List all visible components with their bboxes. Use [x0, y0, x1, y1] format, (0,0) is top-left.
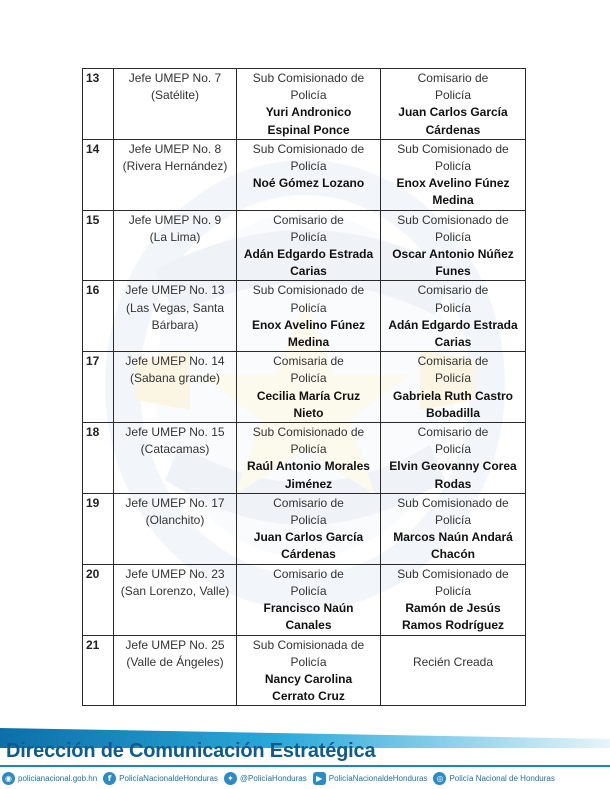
- footer-title: Dirección de Comunicación Estratégica: [6, 740, 376, 762]
- table-row: [83, 69, 526, 140]
- outgoing-officer-cell: [237, 352, 381, 423]
- officer-rank: Policía: [434, 300, 472, 315]
- globe-icon: ◉: [2, 772, 15, 785]
- officer-name: Nancy Carolina: [264, 671, 353, 686]
- social-link[interactable]: [103, 772, 218, 785]
- officer-name: Nieto: [293, 405, 324, 420]
- officer-name: Ramón de Jesús: [405, 601, 501, 616]
- social-links-bar: [2, 770, 608, 786]
- officer-name: Cárdenas: [281, 547, 336, 562]
- row-number: 18: [83, 423, 114, 494]
- position-line: (Las Vegas, Santa: [125, 300, 225, 315]
- officer-name: Bobadilla: [425, 405, 480, 420]
- social-link-text: Policía Nacional de Honduras: [449, 773, 555, 783]
- position-line: Jefe UMEP No. 23: [125, 566, 225, 581]
- officer-rank: Comisario de: [273, 566, 344, 581]
- footer: [0, 728, 610, 789]
- officer-rank: Comisario de: [417, 283, 489, 298]
- position-line: (Valle de Ángeles): [126, 654, 224, 669]
- incoming-officer-cell: [381, 210, 526, 281]
- officer-name: Gabriela Ruth Castro: [392, 388, 514, 403]
- officer-rank: Policía: [290, 513, 327, 528]
- outgoing-officer-cell: [237, 210, 381, 281]
- officer-name: Cecilia María Cruz: [256, 388, 361, 403]
- officer-rank: Sub Comisionado de: [252, 283, 365, 298]
- incoming-officer-cell: [381, 493, 526, 564]
- outgoing-officer-cell: [237, 564, 381, 635]
- row-number: 17: [83, 352, 114, 423]
- officer-name: Francisco Naún: [263, 601, 354, 616]
- incoming-officer-cell: [381, 139, 526, 210]
- twitter-icon: ✦: [224, 772, 237, 785]
- officer-name: Adán Edgardo Estrada: [388, 317, 518, 332]
- position-cell: [114, 69, 237, 140]
- incoming-officer-cell: [381, 423, 526, 494]
- officer-name: Adán Edgardo Estrada: [243, 247, 374, 262]
- position-line: Jefe UMEP No. 15: [125, 425, 225, 440]
- social-link[interactable]: [433, 772, 554, 785]
- instagram-icon: ◎: [433, 772, 446, 785]
- social-link-text: PolicíaNacionaldeHonduras: [328, 773, 428, 783]
- table-row: [83, 635, 526, 706]
- incoming-officer-cell: [381, 564, 526, 635]
- row-number: 21: [83, 635, 114, 706]
- officer-rank: Policía: [290, 442, 327, 457]
- officer-rank: Sub Comisionado de: [397, 212, 509, 227]
- officer-rank: Policía: [290, 88, 327, 103]
- social-link-text: policianacional.gob.hn: [18, 773, 98, 783]
- table-row: [83, 493, 526, 564]
- officer-rank: Policía: [434, 442, 472, 457]
- officer-name: Ramos Rodríguez: [401, 618, 504, 633]
- outgoing-officer-cell: [237, 139, 381, 210]
- officer-name: Elvin Geovanny Corea: [389, 459, 517, 474]
- officer-name: Espinal Ponce: [267, 122, 350, 137]
- row-number: 16: [83, 281, 114, 352]
- position-line: Jefe UMEP No. 13: [125, 283, 225, 298]
- officer-rank: Sub Comisionado de: [252, 71, 365, 85]
- officer-name: Medina: [432, 193, 474, 208]
- position-line: Jefe UMEP No. 7: [128, 71, 222, 85]
- officer-name: Medina: [287, 335, 330, 350]
- incoming-officer-cell: [381, 635, 526, 706]
- table-row: [83, 139, 526, 210]
- outgoing-officer-cell: [237, 281, 381, 352]
- footer-divider: [0, 765, 610, 767]
- officer-name: Carias: [434, 335, 472, 350]
- incoming-officer-cell: [381, 281, 526, 352]
- social-link[interactable]: [224, 772, 307, 785]
- officer-rank: Sub Comisionado de: [397, 495, 509, 510]
- social-link-text: @PolicíaHonduras: [239, 773, 307, 783]
- outgoing-officer-cell: [237, 69, 381, 140]
- officer-rank: Comisario de: [273, 495, 344, 510]
- row-number: 13: [83, 69, 114, 140]
- position-cell: [114, 281, 237, 352]
- officer-name: Cárdenas: [425, 122, 481, 137]
- officer-rank: Policía: [434, 88, 472, 103]
- status-note: Recién Creada: [412, 654, 494, 669]
- position-cell: [114, 493, 237, 564]
- officer-name: Juan Carlos García: [253, 530, 364, 545]
- position-line: (Catacamas): [140, 442, 210, 457]
- table-row: [83, 281, 526, 352]
- officer-name: Noé Gómez Lozano: [252, 176, 365, 191]
- officer-name: Canales: [285, 618, 332, 633]
- table-row: [83, 352, 526, 423]
- officer-name: Carias: [290, 264, 327, 279]
- officer-name: Funes: [435, 264, 471, 279]
- officer-rank: Policía: [434, 371, 472, 386]
- position-line: (Sabana grande): [129, 371, 221, 386]
- officer-rank: Comisaria de: [273, 354, 344, 369]
- officer-name: Raúl Antonio Morales: [247, 459, 370, 474]
- officer-rank: Sub Comisionado de: [397, 566, 509, 581]
- officer-rank: Policía: [290, 371, 327, 386]
- row-number: 20: [83, 564, 114, 635]
- facebook-icon: f: [103, 772, 116, 785]
- table-row: [83, 564, 526, 635]
- officer-rank: Sub Comisionado de: [252, 141, 365, 156]
- officer-rank: Comisario de: [417, 71, 489, 85]
- position-line: Jefe UMEP No. 25: [125, 637, 225, 652]
- outgoing-officer-cell: [237, 423, 381, 494]
- officer-rank: Comisario de: [273, 212, 344, 227]
- officer-rank: Policía: [290, 583, 327, 598]
- outgoing-officer-cell: [237, 493, 381, 564]
- officer-rank: Policía: [290, 229, 327, 244]
- position-cell: [114, 352, 237, 423]
- personnel-table: [82, 68, 526, 706]
- incoming-officer-cell: [381, 69, 526, 140]
- officer-rank: Policía: [434, 229, 472, 244]
- officer-rank: Policía: [290, 654, 327, 669]
- position-cell: [114, 423, 237, 494]
- position-line: (Olanchito): [145, 513, 205, 528]
- officer-name: Rodas: [434, 476, 472, 491]
- officer-rank: Policía: [434, 159, 472, 174]
- position-cell: [114, 210, 237, 281]
- officer-rank: Sub Comisionado de: [252, 425, 365, 440]
- officer-name: Jiménez: [284, 476, 333, 491]
- officer-name: Oscar Antonio Núñez: [392, 247, 514, 262]
- position-line: (La Lima): [149, 229, 201, 244]
- officer-rank: Sub Comisionado de: [397, 141, 509, 156]
- social-link[interactable]: [313, 772, 428, 785]
- incoming-officer-cell: [381, 352, 526, 423]
- officer-name: Yuri Andronico: [265, 105, 352, 120]
- row-number: 19: [83, 493, 114, 564]
- position-line: Jefe UMEP No. 9: [128, 212, 222, 227]
- officer-rank: Policía: [290, 300, 327, 315]
- row-number: 15: [83, 210, 114, 281]
- officer-name: Cerrato Cruz: [272, 689, 345, 704]
- youtube-icon: ▶: [313, 772, 326, 785]
- table-row: [83, 210, 526, 281]
- officer-name: Juan Carlos García: [398, 105, 508, 120]
- row-number: 14: [83, 139, 114, 210]
- officer-name: Enox Avelino Fúnez: [396, 176, 510, 191]
- position-cell: [114, 139, 237, 210]
- position-line: Jefe UMEP No. 8: [128, 141, 222, 156]
- position-line: Jefe UMEP No. 17: [125, 495, 225, 510]
- position-cell: [114, 635, 237, 706]
- officer-name: Chacón: [430, 547, 475, 562]
- officer-rank: Policía: [290, 159, 327, 174]
- social-link[interactable]: [2, 772, 97, 785]
- table-row: [83, 423, 526, 494]
- officer-rank: Comisario de: [417, 425, 489, 440]
- officer-name: Enox Avelino Fúnez: [251, 317, 366, 332]
- outgoing-officer-cell: [237, 635, 381, 706]
- position-line: Jefe UMEP No. 14: [125, 354, 225, 369]
- social-link-text: PolicíaNacionaldeHonduras: [119, 773, 218, 783]
- officer-name: Marcos Naún Andará: [393, 530, 513, 545]
- position-line: (San Lorenzo, Valle): [120, 583, 230, 598]
- officer-rank: Comisaria de: [417, 354, 489, 369]
- position-line: (Rivera Hernández): [122, 159, 228, 174]
- position-line: (Satélite): [150, 88, 200, 103]
- officer-rank: Sub Comisionada de: [252, 637, 365, 652]
- position-line: Bárbara): [151, 317, 199, 332]
- position-cell: [114, 564, 237, 635]
- officer-rank: Policía: [434, 583, 472, 598]
- officer-rank: Policía: [434, 513, 472, 528]
